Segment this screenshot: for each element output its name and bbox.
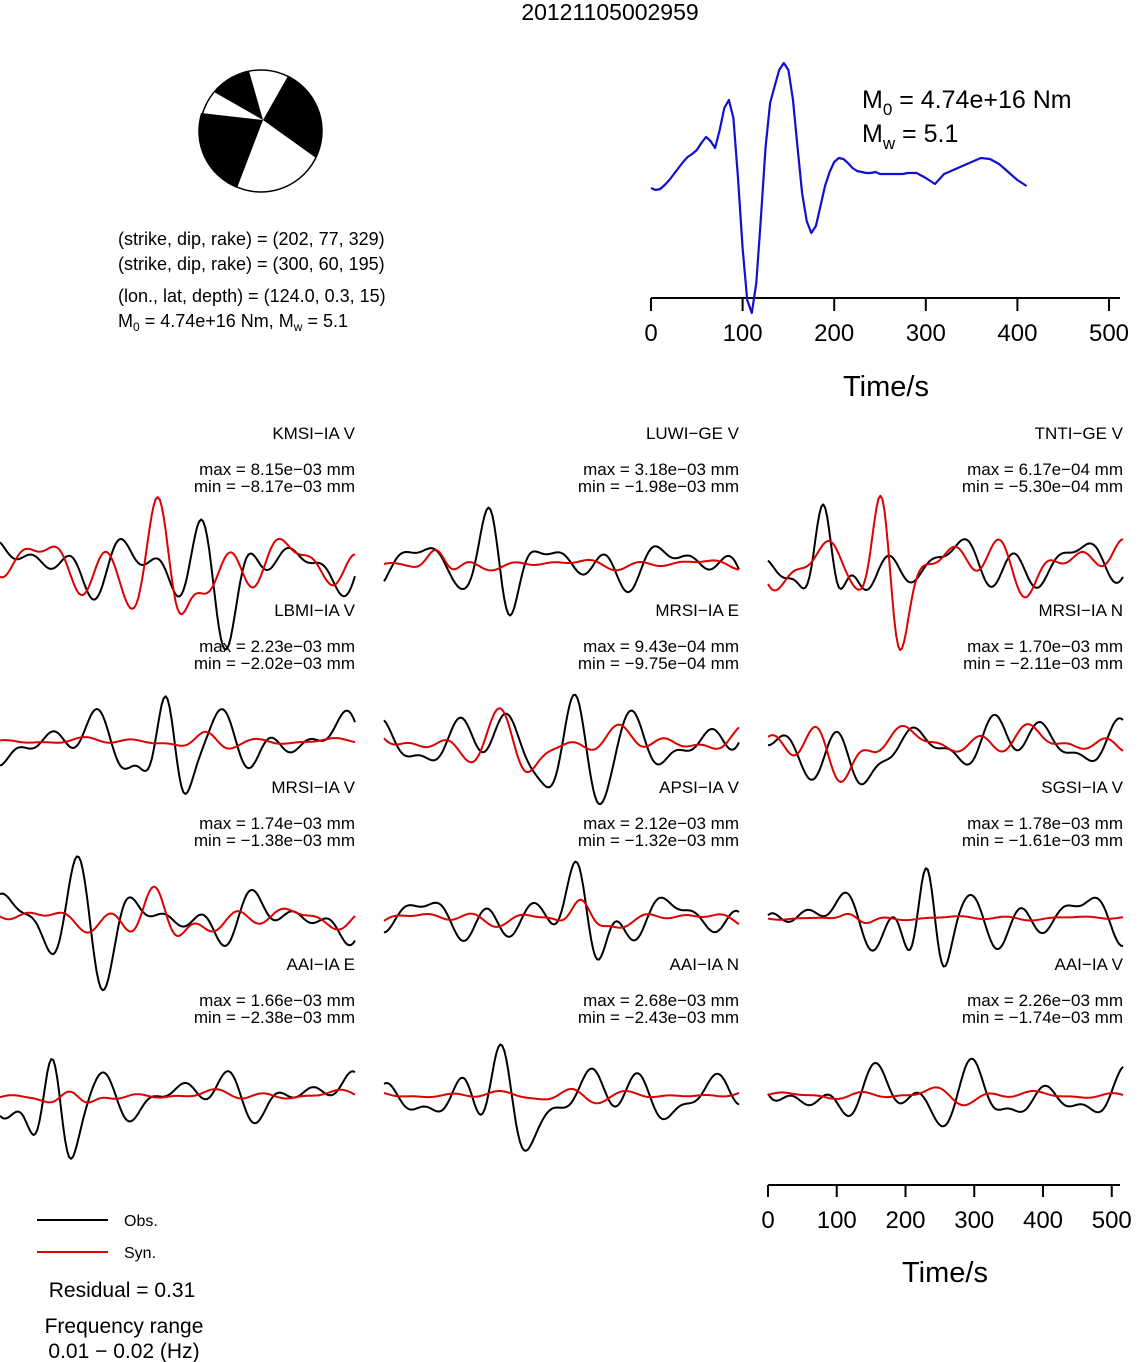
observed-trace [0,1059,355,1159]
station-max: max = 1.78e−03 mm [967,814,1123,833]
station-min: min = −2.43e−03 mm [577,1008,739,1027]
stf-tick-label: 500 [1088,320,1130,347]
synthetic-trace [0,1089,355,1102]
station-panel [384,601,739,804]
station-min: min = −1.61e−03 mm [961,831,1123,850]
station-max: max = 2.12e−03 mm [583,814,739,833]
station-panel [0,601,356,794]
station-max: max = 2.23e−03 mm [199,637,355,656]
legend [37,1213,158,1262]
nodal-plane-1: (strike, dip, rake) = (202, 77, 329) [118,229,385,249]
station-label: MRSI−IA N [1038,601,1123,620]
station-min: min = −8.17e−03 mm [193,477,355,496]
station-panel [384,955,739,1151]
station-max: max = 9.43e−04 mm [583,637,739,656]
station-min: min = −9.75e−04 mm [577,654,739,673]
station-panel [768,601,1123,784]
station-max: max = 2.68e−03 mm [583,991,739,1010]
synthetic-trace [768,1087,1123,1105]
station-panel [384,778,740,960]
stf-xlabel: Time/s [843,371,929,403]
stf-tick-label: 300 [905,320,946,347]
figure-title: 20121105002959 [521,0,699,25]
stf-tick-label: 200 [814,320,855,347]
station-label: TNTI−GE V [1034,424,1123,443]
station-min: min = −1.74e−03 mm [961,1008,1123,1027]
station-min: min = −5.30e−04 mm [961,477,1123,496]
moment-magnitude: $M_0 = 4.74e+16$ Nm, $M_w = 5.1$ [118,311,348,334]
station-label: AAI−IA V [1054,955,1123,974]
station-min: min = −2.11e−03 mm [963,654,1123,673]
synthetic-trace [0,732,355,749]
station-max: max = 2.26e−03 mm [967,991,1123,1010]
station-max: max = 1.74e−03 mm [199,814,355,833]
stf-tick-label: 100 [722,320,763,347]
station-label: KMSI−IA V [272,424,355,443]
station-min: min = −1.38e−03 mm [193,831,355,850]
station-label: LBMI−IA V [274,601,355,620]
station-min: min = −2.38e−03 mm [193,1008,355,1027]
station-min: min = −1.98e−03 mm [577,477,739,496]
stf-tick-label: 400 [997,320,1038,347]
station-label: AAI−IA N [669,955,739,974]
station-max: max = 1.66e−03 mm [199,991,355,1010]
beachball [198,70,322,192]
station-label: AAI−IA E [286,955,355,974]
waveform-grid [0,424,1124,1159]
station-min: min = −1.32e−03 mm [577,831,739,850]
waveform-tick-label: 200 [885,1207,926,1234]
station-panel [768,955,1124,1126]
observed-trace [768,715,1123,784]
waveform-time-axis [761,1185,1131,1234]
residual-label: Residual = 0.31 [48,1279,196,1302]
station-label: LUWI−GE V [645,424,739,443]
station-min: min = −2.02e−03 mm [193,654,355,673]
nodal-plane-2: (strike, dip, rake) = (300, 60, 195) [118,254,385,274]
frequency-range-value: 0.01 − 0.02 (Hz) [48,1340,200,1362]
legend-syn-label: Syn. [124,1245,157,1262]
station-label: MRSI−IA E [655,601,739,620]
station-max: max = 6.17e−04 mm [967,460,1123,479]
waveform-tick-label: 0 [761,1207,775,1234]
stf-panel [644,63,1129,403]
observed-trace [384,1044,739,1150]
station-max: max = 1.70e−03 mm [967,637,1123,656]
observed-trace [384,862,739,960]
waveform-tick-label: 400 [1022,1207,1064,1234]
station-max: max = 3.18e−03 mm [583,460,739,479]
station-label: APSI−IA V [659,778,739,797]
stf-time-axis [644,298,1129,347]
synthetic-trace [384,1089,739,1103]
mechanism-text [118,229,386,334]
waveform-tick-label: 100 [816,1207,857,1234]
station-panel [384,424,740,616]
stf-tick-label: 0 [644,320,658,347]
station-panel [0,955,355,1159]
synthetic-trace [384,708,739,772]
stf-m0-label: $M_0 = 4.74e+16$ Nm [862,86,1072,119]
frequency-range-label: Frequency range [44,1315,204,1338]
station-label: SGSI−IA V [1041,778,1123,797]
waveform-tick-label: 500 [1091,1207,1132,1234]
stf-mw-label: $M_w = 5.1$ [862,120,959,153]
station-max: max = 8.15e−03 mm [199,460,355,479]
station-panel [768,778,1124,967]
waveform-tick-label: 300 [954,1207,995,1234]
legend-obs-label: Obs. [124,1213,158,1230]
station-label: MRSI−IA V [271,778,355,797]
waveform-xlabel: Time/s [902,1257,988,1289]
observed-trace [0,520,355,650]
location-depth: (lon., lat, depth) = (124.0, 0.3, 15) [118,286,386,306]
synthetic-trace [768,496,1123,650]
synthetic-trace [0,887,355,936]
